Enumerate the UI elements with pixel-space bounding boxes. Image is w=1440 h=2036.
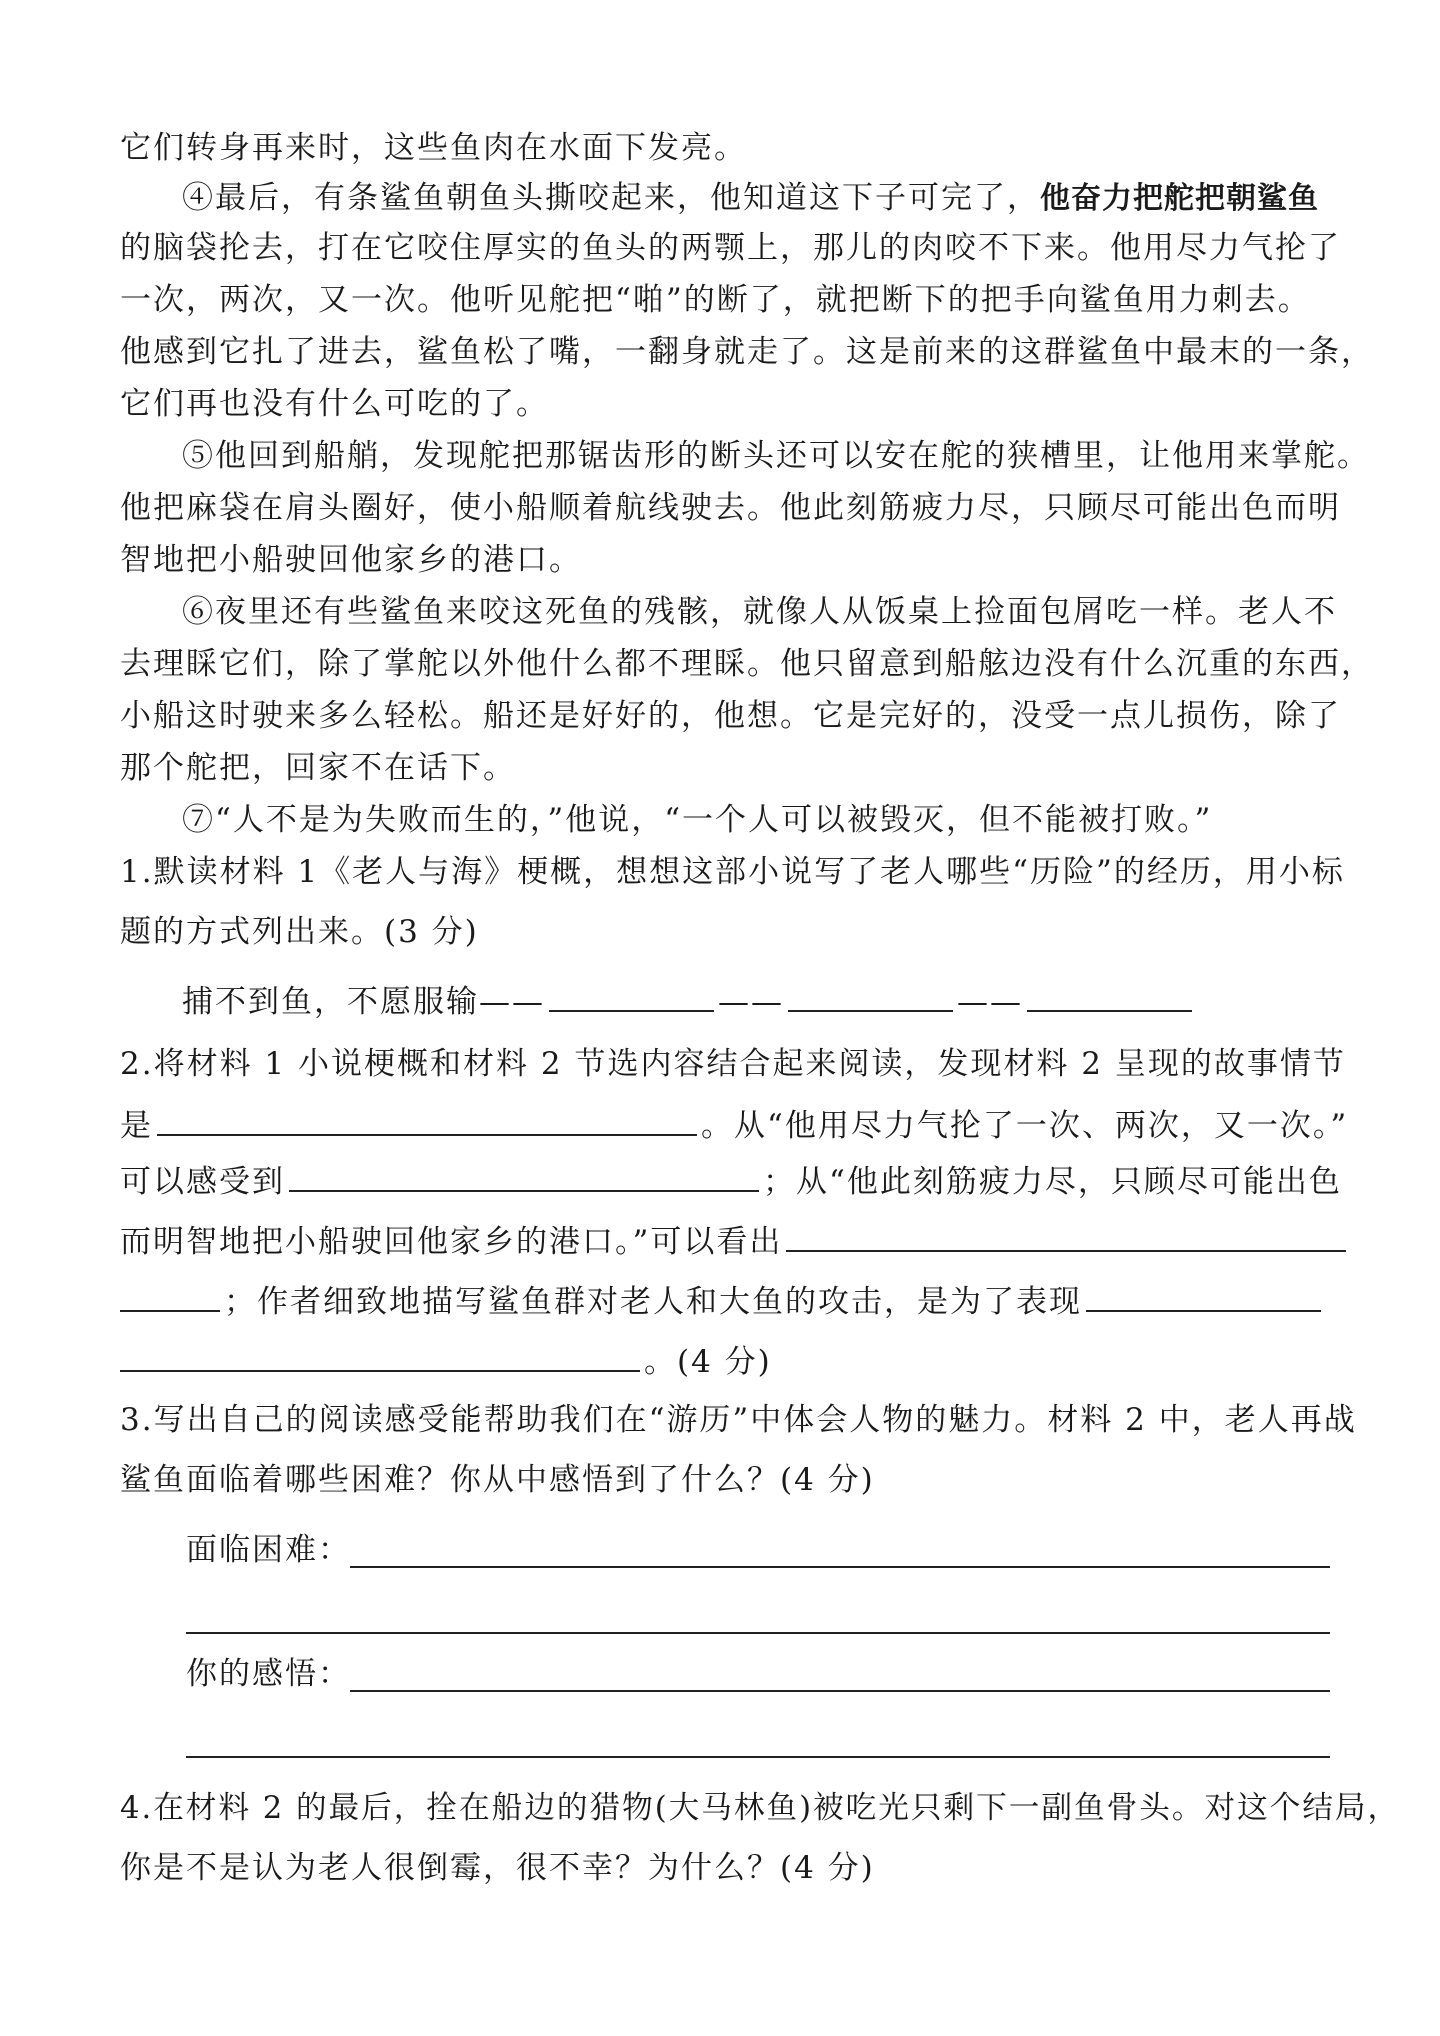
feeling-label xyxy=(186,1654,351,1694)
passage-paragraph-4 xyxy=(182,178,1319,219)
question-1 xyxy=(120,852,1345,892)
answer-blank[interactable] xyxy=(1086,1280,1321,1312)
text: 智地把小船驶回他家乡的港口。 xyxy=(120,542,582,578)
answer-blank[interactable] xyxy=(120,1280,220,1312)
passage-line xyxy=(120,488,1341,528)
passage-paragraph-6 xyxy=(182,592,1337,632)
text-bold: 他奋力把舵把朝鲨鱼 xyxy=(1040,181,1319,216)
text: 而明智地把小船驶回他家乡的港口。”可以看出 xyxy=(120,1224,783,1260)
text: ④最后，有条鲨鱼朝鱼头撕咬起来，他知道这下子可完了， xyxy=(182,180,1040,216)
text: 去理睬它们，除了掌舵以外他什么都不理睬。他只留意到船舷边没有什么沉重的东西， xyxy=(120,646,1374,682)
text: ⑤他回到船艄，发现舵把那锯齿形的断头还可以安在舵的狭槽里，让他用来掌舵。 xyxy=(182,438,1370,474)
answer-blank[interactable] xyxy=(788,980,953,1012)
text: 4.在材料 2 的最后，拴在船边的猎物(大马林鱼)被吃光只剩下一副鱼骨头。对这个结局， xyxy=(120,1790,1401,1826)
answer-blank[interactable] xyxy=(120,1340,640,1372)
text: 。从“他用尽力气抡了一次、两次，又一次。” xyxy=(701,1108,1349,1144)
passage-line xyxy=(120,128,747,168)
passage-line xyxy=(120,280,1311,320)
text: 是 xyxy=(120,1108,153,1144)
answer-line-feeling-2[interactable] xyxy=(186,1756,1330,1758)
passage-line xyxy=(120,748,516,788)
text: 他感到它扎了进去，鲨鱼松了嘴，一翻身就走了。这是前来的这群鲨鱼中最末的一条， xyxy=(120,334,1374,370)
passage-line xyxy=(120,228,1341,268)
text: 你的感悟： xyxy=(186,1656,351,1692)
question-3 xyxy=(120,1400,1357,1440)
question-2-line-6 xyxy=(120,1340,772,1382)
question-2-line-3 xyxy=(120,1160,1342,1202)
text: 1.默读材料 1《老人与海》梗概，想想这部小说写了老人哪些“历险”的经历，用小标 xyxy=(120,854,1345,890)
text: ；从“他此刻筋疲力尽，只顾尽可能出色 xyxy=(763,1164,1342,1200)
text: 的脑袋抡去，打在它咬住厚实的鱼头的两颚上，那儿的肉咬不下来。他用尽力气抡了 xyxy=(120,230,1341,266)
question-4-line-2 xyxy=(120,1848,875,1888)
text: —— xyxy=(957,984,1023,1020)
passage-paragraph-5 xyxy=(182,436,1370,476)
question-1-line-2 xyxy=(120,912,479,952)
passage-line xyxy=(120,644,1374,684)
answer-blank[interactable] xyxy=(289,1160,759,1192)
text: 鲨鱼面临着哪些困难？你从中感悟到了什么？(4 分) xyxy=(120,1462,875,1498)
question-2-line-5 xyxy=(120,1280,1325,1322)
text: —— xyxy=(718,984,784,1020)
text: ⑥夜里还有些鲨鱼来咬这死鱼的残骸，就像人从饭桌上捡面包屑吃一样。老人不 xyxy=(182,594,1337,630)
text: ⑦“人不是为失败而生的，”他说，“一个人可以被毁灭，但不能被打败。” xyxy=(182,802,1213,838)
text: 他把麻袋在肩头圈好，使小船顺着航线驶去。他此刻筋疲力尽，只顾尽可能出色而明 xyxy=(120,490,1341,526)
question-1-answer-row xyxy=(182,980,1196,1022)
answer-line-difficulty[interactable] xyxy=(350,1566,1330,1568)
text: 那个舵把，回家不在话下。 xyxy=(120,750,516,786)
text: 面临困难： xyxy=(186,1532,351,1568)
difficulty-label xyxy=(186,1530,351,1570)
question-2-line-2 xyxy=(120,1104,1348,1146)
answer-blank[interactable] xyxy=(157,1104,697,1136)
passage-line xyxy=(120,332,1374,372)
answer-line-difficulty-2[interactable] xyxy=(186,1632,1330,1634)
passage-line xyxy=(120,540,582,580)
text: 可以感受到 xyxy=(120,1164,285,1200)
passage-line xyxy=(120,696,1341,736)
passage-paragraph-7 xyxy=(182,800,1212,840)
text: 捕不到鱼，不愿服输—— xyxy=(182,984,545,1020)
text: ；作者细致地描写鲨鱼群对老人和大鱼的攻击，是为了表现 xyxy=(224,1284,1082,1320)
question-3-line-2 xyxy=(120,1460,875,1500)
text: 题的方式列出来。(3 分) xyxy=(120,914,479,950)
question-2-line-4 xyxy=(120,1220,1350,1262)
text: 小船这时驶来多么轻松。船还是好好的，他想。它是完好的，没受一点儿损伤，除了 xyxy=(120,698,1341,734)
passage-line xyxy=(120,384,549,424)
text: 它们再也没有什么可吃的了。 xyxy=(120,386,549,422)
text: 你是不是认为老人很倒霉，很不幸？为什么？(4 分) xyxy=(120,1850,875,1886)
answer-line-feeling[interactable] xyxy=(350,1690,1330,1692)
text: 它们转身再来时，这些鱼肉在水面下发亮。 xyxy=(120,130,747,166)
text: 一次，两次，又一次。他听见舵把“啪”的断了，就把断下的把手向鲨鱼用力刺去。 xyxy=(120,282,1311,318)
question-4 xyxy=(120,1788,1400,1828)
text: 3.写出自己的阅读感受能帮助我们在“游历”中体会人物的魅力。材料 2 中，老人再战 xyxy=(120,1402,1357,1438)
text: 。(4 分) xyxy=(644,1344,772,1380)
answer-blank[interactable] xyxy=(1027,980,1192,1012)
text: 2.将材料 1 小说梗概和材料 2 节选内容结合起来阅读，发现材料 2 呈现的故事情节 xyxy=(120,1046,1346,1082)
answer-blank[interactable] xyxy=(549,980,714,1012)
question-2 xyxy=(120,1044,1346,1084)
answer-blank[interactable] xyxy=(786,1220,1346,1252)
